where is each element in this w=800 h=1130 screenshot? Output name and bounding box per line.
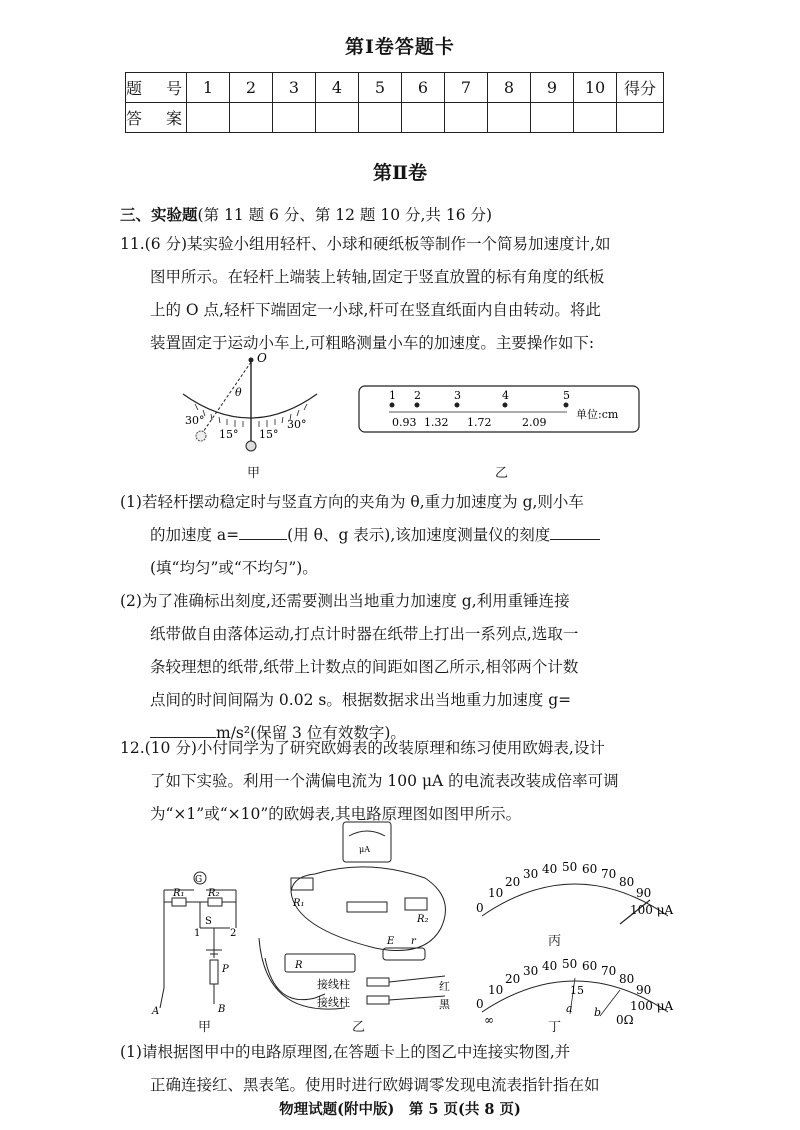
question-number-cell: 3 [273,73,316,103]
q11-sub2-line: (2)为了准确标出刻度,还需要测出当地重力加速度 g,利用重锤连接 [120,592,570,610]
ball [246,441,256,451]
q12-sub1-line: (1)请根据图甲中的电路原理图,在答题卡上的图乙中连接实物图,并 [120,1043,571,1061]
count-point [503,403,508,408]
terminal-b-label: B [218,1004,226,1015]
ohm-dial-figure [470,950,680,1030]
left-15-label: 15° [219,428,239,441]
point-label: 4 [502,389,509,402]
q12-sub1-line: 正确连接红、黑表笔。使用时进行欧姆调零发现电流表指针指在如 [150,1076,600,1094]
answer-cell[interactable] [402,103,445,133]
switch-pos2: 2 [230,928,237,939]
answer-cell[interactable] [574,103,617,133]
pendulum-figure [175,352,325,452]
scale-label: 60 [582,862,598,876]
question-number-cell: 2 [230,73,273,103]
switch [347,902,387,912]
scale-label: 20 [505,972,521,986]
scale-label: 20 [505,875,521,889]
r1-label: R₁ [173,888,185,899]
resistor-r2 [405,898,427,910]
zero-ohm-label: 0Ω [616,1013,634,1027]
switch-pos1: 1 [194,928,201,939]
answer-cell[interactable] [316,103,359,133]
full-scale-label: 100 μA [630,903,674,917]
post-label-2: 接线柱 [317,996,350,1009]
unit-label: 单位:cm [576,408,619,421]
scale-label: 80 [619,875,635,889]
answer-cell[interactable] [531,103,574,133]
emf-label: E [387,936,395,947]
circuit-caption: 甲 [198,1020,212,1035]
q11-line: 上的 O 点,轻杆下端固定一小球,杆可在竖直纸面内自由转动。将此 [150,301,601,319]
q11-sub2-line: 纸带做自由落体运动,打点计时器在纸带上打出一系列点,选取一 [150,625,579,643]
scale-label: 90 [636,983,652,997]
point-label: 1 [389,389,396,402]
page-footer: 物理试题(附中版) 第 5 页(共 8 页) [279,1101,521,1118]
figure-b-caption: 乙 [495,466,509,481]
mid-scale-label: 15 [570,984,584,997]
row-header-number: 题 号 [126,73,187,103]
red-probe-label: 红 [439,980,450,993]
question-number-cell: 4 [316,73,359,103]
angle-label: θ [235,386,242,399]
answer-table [125,72,664,133]
scale-label: 40 [542,862,558,876]
red-probe-plug [367,978,389,986]
meter-label: G [195,875,203,885]
r2-label: R₂ [208,888,220,899]
answer-row [126,103,664,133]
point-o-label: O [257,352,267,365]
count-point [564,403,569,408]
left-30-label: 30° [185,414,205,427]
paper-tape-figure [355,378,655,438]
question-number-cell: 8 [488,73,531,103]
scale-label: 30 [523,867,539,881]
slider-label: P [222,964,229,975]
scale-label: 0 [476,997,484,1011]
q11-sub-questions [120,486,690,750]
point-label: 5 [563,389,570,402]
a-label: a [566,1002,573,1015]
scale-label: 70 [601,964,617,978]
scale-label: 50 [562,957,578,971]
answer-card-title: 第Ⅰ卷答题卡 [345,36,455,58]
resistor-r1 [172,898,186,906]
question-number-cell: 7 [445,73,488,103]
answer-cell[interactable] [488,103,531,133]
scale-label: 40 [542,959,558,973]
scale-label: 70 [601,867,617,881]
part2-title: 第Ⅱ卷 [372,162,427,184]
q11-line: 11.(6 分)某实验小组用轻杆、小球和硬纸板等制作一个简易加速度计,如 [120,235,611,253]
q11-sub2-line: m/s²(保留 3 位有效数字)。 [216,724,406,742]
q11-sub1-line: (填“均匀”或“不均匀”)。 [150,559,318,577]
count-point [455,403,460,408]
terminal-a-label: A [152,1006,160,1017]
spacing-label: 1.32 [424,416,449,429]
right-30-label: 30° [287,418,307,431]
current-dial-figure [470,852,680,932]
scale-label: 0 [476,901,484,915]
pivot-point [249,358,254,363]
scale-label: 60 [582,959,598,973]
rheostat-label: R [295,960,303,971]
count-point [390,403,395,408]
black-probe-plug [367,996,389,1004]
question-number-cell: 9 [531,73,574,103]
question-11-stem [120,228,690,360]
scale-label: 10 [488,886,504,900]
infinity-label: ∞ [484,1013,494,1027]
b-label: b [594,1006,602,1019]
scale-label: 30 [523,964,539,978]
question-number-cell: 10 [574,73,617,103]
answer-blank[interactable] [550,523,600,540]
resistor-r2 [208,898,222,906]
black-probe-label: 黑 [439,998,450,1011]
scale-label: 10 [488,983,504,997]
q11-sub1-line: (1)若轻杆摆动稳定时与竖直方向的夹角为 θ,重力加速度为 g,则小车 [120,493,584,511]
wiring-caption: 乙 [352,1020,366,1035]
r2-label: R₂ [417,914,429,925]
r1-label: R₁ [293,898,305,909]
scale-label: 50 [562,860,578,874]
q11-sub2-line: 条较理想的纸带,纸带上计数点的间距如图乙所示,相邻两个计数 [150,658,579,676]
circuit-schematic [150,868,250,1018]
current-dial-caption: 丙 [548,934,562,949]
scale-label: 80 [619,972,635,986]
question-12-stem [120,732,690,831]
full-scale-label: 100 μA [630,999,674,1013]
post-label-1: 接线柱 [317,978,350,991]
count-point [415,403,420,408]
score-header: 得分 [617,73,664,103]
wiring-figure [255,818,470,1023]
rheostat [210,960,218,984]
q11-sub1-line: (用 θ、g 表示),该加速度测量仪的刻度 [287,526,551,544]
answer-cell[interactable] [359,103,402,133]
answer-cell[interactable] [230,103,273,133]
q12-sub-questions [120,1036,690,1102]
internal-r-label: r [411,936,416,947]
point-label: 2 [414,389,421,402]
q12-line: 了如下实验。利用一个满偏电流为 100 μA 的电流表改装成倍率可调 [150,772,619,790]
answer-blank[interactable] [239,523,287,540]
switch-label: S [205,916,212,927]
q11-sub1-line: 的加速度 a= [150,526,240,544]
right-15-label: 15° [259,428,279,441]
q12-line: 12.(10 分)小付同学为了研究欧姆表的改装原理和练习使用欧姆表,设计 [120,739,605,757]
answer-cell[interactable] [273,103,316,133]
section-label: 三、实验题 [120,205,198,224]
spacing-label: 0.93 [392,416,417,429]
question-number-row [126,73,664,103]
row-header-answer: 答 案 [126,103,187,133]
q11-sub2-line: 点间的时间间隔为 0.02 s。根据数据求出当地重力加速度 g= [150,691,572,709]
q11-line: 装置固定于运动小车上,可粗略测量小车的加速度。主要操作如下: [150,334,595,352]
spacing-label: 2.09 [522,416,547,429]
microammeter [343,822,391,862]
tilted-ball [196,431,206,441]
figure-a-caption: 甲 [247,466,261,481]
question-number-cell: 5 [359,73,402,103]
section-note: (第 11 题 6 分、第 12 题 10 分,共 16 分) [197,206,493,224]
score-cell[interactable] [617,103,664,133]
scale-label: 90 [636,886,652,900]
q11-line: 图甲所示。在轻杆上端装上转轴,固定于竖直放置的标有角度的纸板 [150,268,605,286]
section-heading [120,203,492,225]
question-number-cell: 6 [402,73,445,103]
ohm-dial-caption: 丁 [548,1020,562,1035]
q12-line: 为“×1”或“×10”的欧姆表,其电路原理图如图甲所示。 [150,805,522,823]
meter-unit-label: μA [359,845,370,854]
point-label: 3 [454,389,461,402]
answer-cell[interactable] [187,103,230,133]
question-number-cell: 1 [187,73,230,103]
answer-cell[interactable] [445,103,488,133]
spacing-label: 1.72 [467,416,492,429]
